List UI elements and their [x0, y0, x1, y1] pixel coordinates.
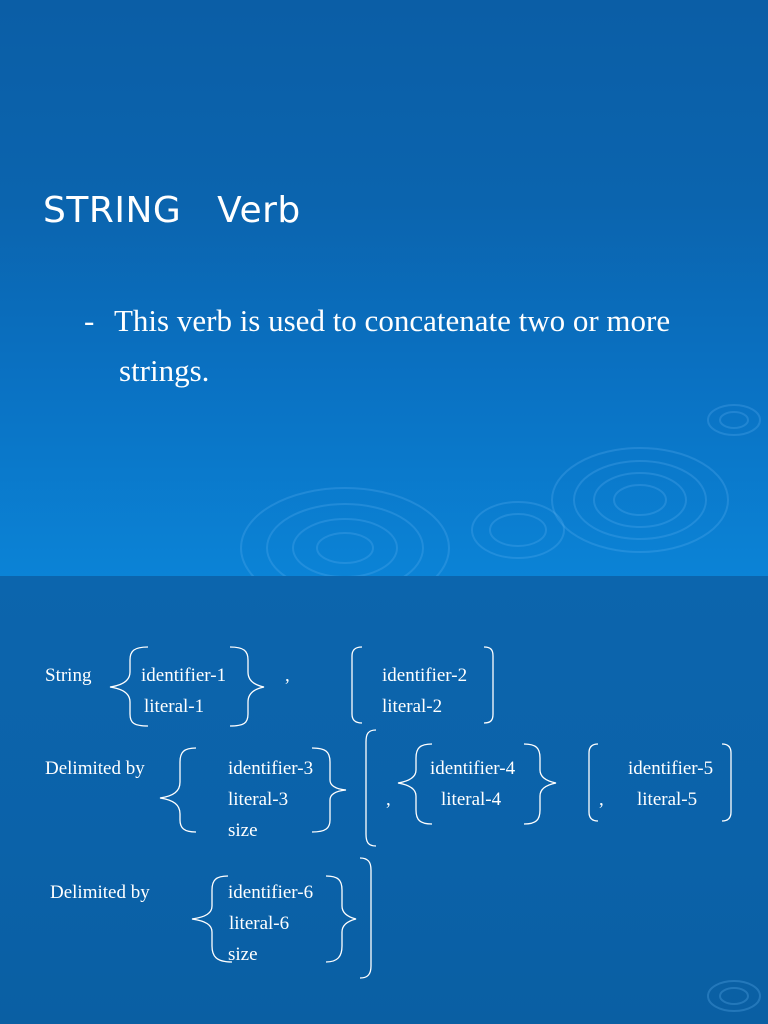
- group4-option-2: literal-4: [441, 789, 502, 810]
- keyword-delimited-by-1: Delimited by: [45, 758, 145, 779]
- keyword-string: String: [45, 665, 92, 686]
- open-brace-group3: [160, 748, 196, 832]
- open-brace-group6: [192, 876, 232, 962]
- close-brace-group4: [524, 744, 556, 824]
- separator-comma-1: ,: [285, 665, 290, 686]
- keyword-delimited-by-2: Delimited by: [50, 882, 150, 903]
- group3-option-2: literal-3: [228, 789, 289, 810]
- open-brace-group4: [398, 744, 432, 824]
- close-bracket-row3: [360, 858, 371, 978]
- open-bracket-options: [366, 730, 376, 846]
- open-bracket-group2: [352, 647, 362, 723]
- bullet-text-line-2: strings.: [119, 353, 210, 388]
- separator-comma-3: ,: [599, 789, 604, 810]
- close-bracket-group2: [484, 647, 493, 723]
- group2-option-2: literal-2: [382, 696, 443, 717]
- bullet-text-line-1: This verb is used to concatenate two or more: [114, 303, 671, 338]
- close-brace-group1: [230, 647, 264, 726]
- group3-option-3: size: [228, 820, 258, 841]
- bullet-point: [84, 296, 744, 396]
- open-bracket-group5: [589, 744, 598, 821]
- group4-option-1: identifier-4: [430, 758, 516, 779]
- slide-title: STRING Verb: [43, 190, 301, 231]
- group5-option-1: identifier-5: [628, 758, 714, 779]
- separator-comma-2: ,: [386, 789, 391, 810]
- close-bracket-group5: [722, 744, 731, 821]
- group1-option-1: identifier-1: [141, 665, 227, 686]
- group2-option-1: identifier-2: [382, 665, 468, 686]
- close-brace-group3: [312, 748, 346, 832]
- close-brace-group6: [326, 876, 356, 962]
- group5-option-2: literal-5: [637, 789, 698, 810]
- group1-option-2: literal-1: [144, 696, 205, 717]
- group6-option-2: literal-6: [229, 913, 290, 934]
- group6-option-1: identifier-6: [228, 882, 314, 903]
- slide-2: [0, 576, 768, 1024]
- bullet-dash: -: [84, 303, 95, 338]
- group6-option-3: size: [228, 944, 258, 965]
- group3-option-1: identifier-3: [228, 758, 314, 779]
